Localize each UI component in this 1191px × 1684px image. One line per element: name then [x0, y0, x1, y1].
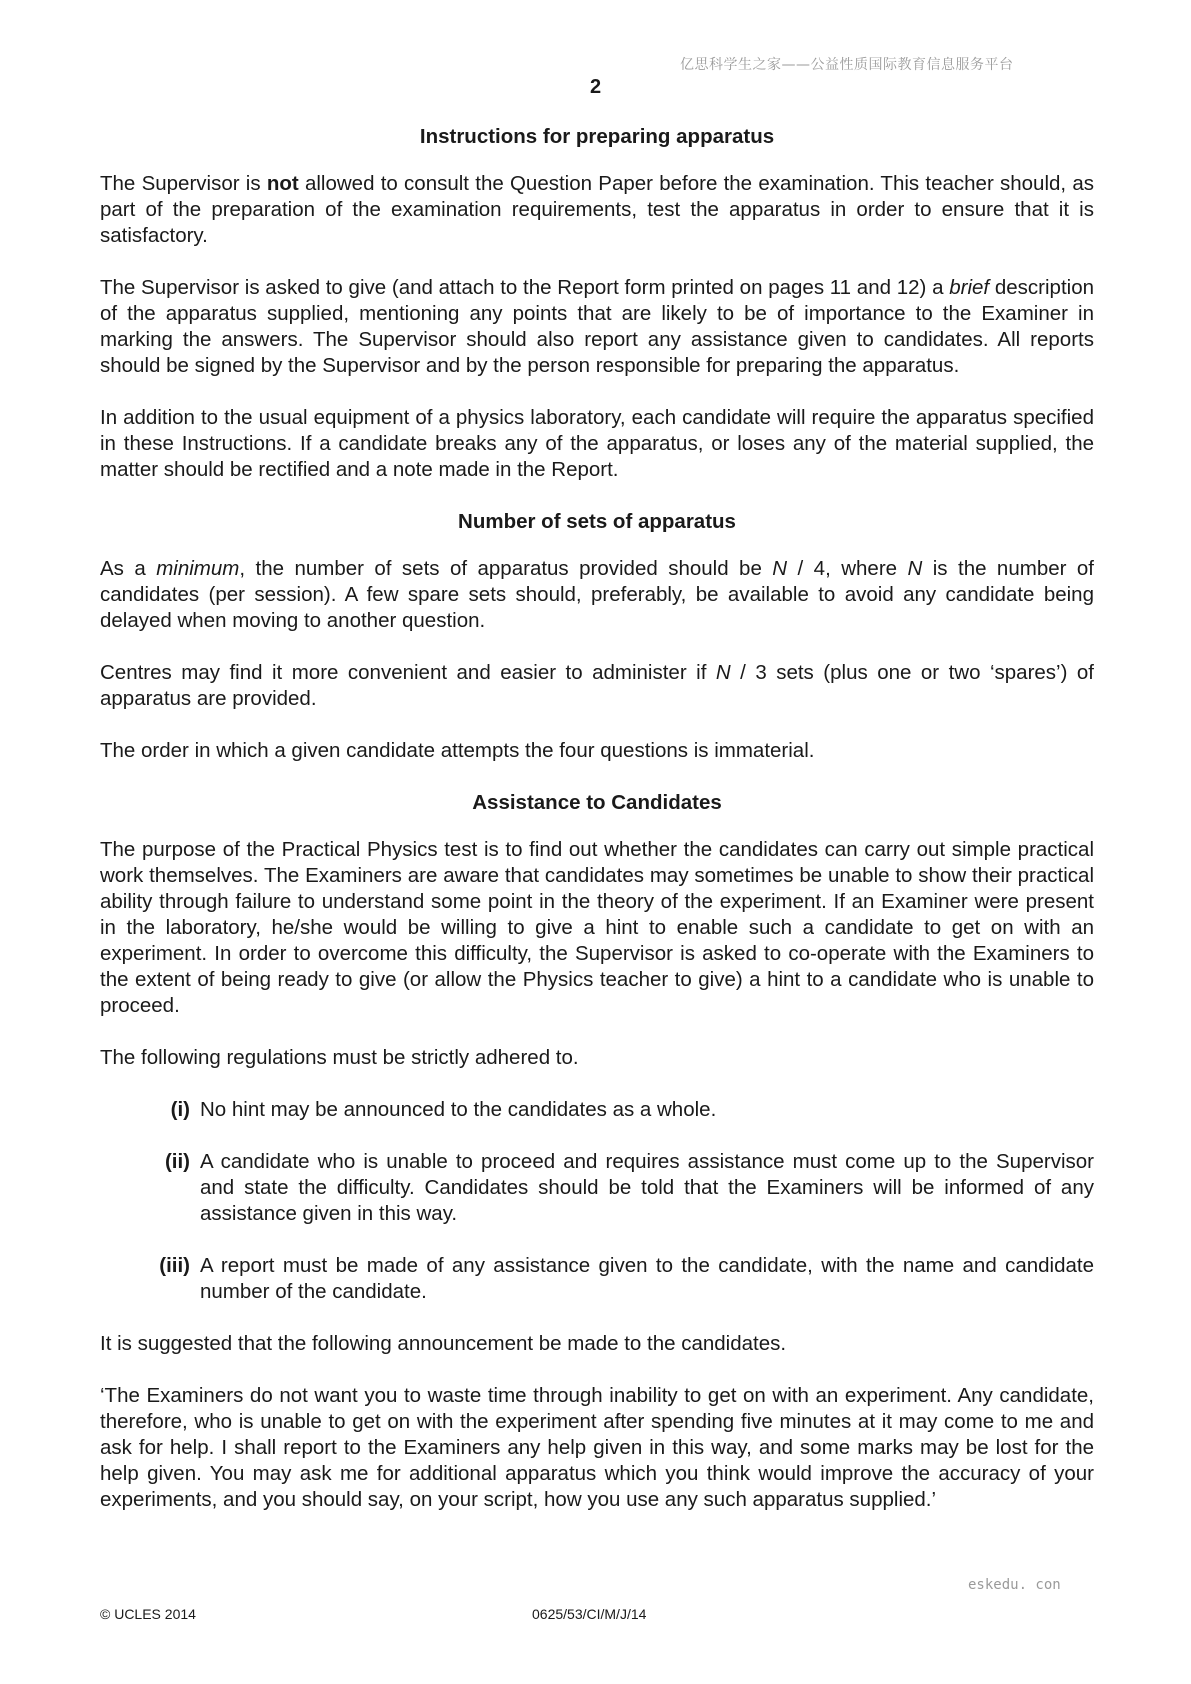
emphasis-not: not [266, 172, 299, 195]
text-run: allowed to consult the Question Paper before the examination. This teacher should, as part of the preparation of the examination requirements, test the apparatus in order to ensure that it is satisfactory. [100, 172, 1094, 247]
footer-watermark: eskedu. con [968, 1577, 1061, 1593]
paragraph [100, 660, 1094, 712]
emphasis-minimum: minimum [156, 557, 240, 580]
section-instructions [100, 124, 1094, 483]
paragraph: It is suggested that the following announcement be made to the candidates. [100, 1332, 787, 1355]
paragraph: The purpose of the Practical Physics test is to find out whether the candidates can carry out simple practical work themselves. The Examiners are aware that candidates may sometimes be unable to show their practical ability through failure to understand some point in the theory of the experiment. If an Examiner were present in the laboratory, he/she would be willing to give a hint to enable such a candidate to get on with an experiment. In order to overcome this difficulty, the Supervisor is asked to co-operate with the Examiners to the extent of being ready to give (or allow the Physics teacher to give) a hint to a candidate who is unable to proceed. [100, 838, 1094, 1017]
text-run: As a [100, 557, 157, 580]
copyright-notice: © UCLES 2014 [100, 1606, 196, 1622]
section-heading-instructions: Instructions for preparing apparatus [419, 125, 775, 148]
variable-n: N [772, 557, 788, 580]
text-run: / 4, where [787, 557, 908, 580]
text-run: The Supervisor is [100, 172, 267, 195]
list-item-number: (iii) [159, 1254, 190, 1277]
list-item [100, 1149, 1094, 1227]
list-item-text: A candidate who is unable to proceed and requires assistance must come up to the Supervisor and state the difficulty. Candidates should be told that the Examiners will be informed of any assistance given in this way. [200, 1150, 1094, 1225]
list-item [100, 1097, 1094, 1123]
regulations-list [100, 1097, 1094, 1305]
list-item-text: No hint may be announced to the candidates as a whole. [200, 1098, 717, 1121]
list-item-text: A report must be made of any assistance given to the candidate, with the name and candidate number of the candidate. [200, 1254, 1094, 1303]
text-run: Centres may find it more convenient and easier to administer if [100, 661, 716, 684]
emphasis-brief: brief [949, 276, 990, 299]
text-run: The Supervisor is asked to give (and attach to the Report form printed on pages 11 and 12) a [100, 276, 950, 299]
announcement-quote: ‘The Examiners do not want you to waste time through inability to get on with an experiment. Any candidate, therefore, who is unable to get on with the experiment after spending five minutes at it may come to me and ask for help. I shall report to the Examiners any help given in this way, and some marks may be lost for the help given. You may ask me for additional apparatus which you think would improve the accuracy of your experiments, and you should say, on your script, how you use any such apparatus supplied.’ [100, 1384, 1094, 1511]
section-heading-sets: Number of sets of apparatus [458, 510, 736, 533]
section-sets [100, 509, 1094, 764]
list-item-number: (ii) [164, 1150, 190, 1173]
variable-n: N [907, 557, 923, 580]
list-item-number: (i) [170, 1098, 190, 1121]
header-watermark: 亿思科学生之家——公益性质国际教育信息服务平台 [680, 57, 1014, 73]
paragraph: The order in which a given candidate attempts the four questions is immaterial. [100, 739, 815, 762]
section-assistance [100, 790, 1094, 1513]
paragraph: In addition to the usual equipment of a physics laboratory, each candidate will require the apparatus specified in these Instructions. If a candidate breaks any of the apparatus, or loses any of the material supplied, the matter should be rectified and a note made in the Report. [100, 406, 1094, 481]
variable-n: N [715, 661, 731, 684]
document-code: 0625/53/CI/M/J/14 [532, 1606, 647, 1622]
page-number: 2 [589, 76, 602, 98]
text-run: / 3 sets (plus one or two ‘spares’) of apparatus are provided. [100, 661, 1094, 710]
paragraph [100, 556, 1094, 634]
document-body [100, 118, 1094, 1539]
list-item [100, 1253, 1094, 1305]
text-run: , the number of sets of apparatus provided should be [239, 557, 773, 580]
paragraph [100, 171, 1094, 249]
text-run: description of the apparatus supplied, mentioning any points that are likely to be of importance to the Examiner in marking the answers. The Supervisor should also report any assistance given to candidates. All reports should be signed by the Supervisor and by the person responsible for preparing the apparatus. [100, 276, 1094, 377]
paragraph: The following regulations must be strictly adhered to. [100, 1046, 579, 1069]
text-run: is the number of candidates (per session). A few spare sets should, preferably, be available to avoid any candidate being delayed when moving to another question. [100, 557, 1094, 632]
paragraph [100, 275, 1094, 379]
section-heading-assistance: Assistance to Candidates [472, 791, 722, 814]
